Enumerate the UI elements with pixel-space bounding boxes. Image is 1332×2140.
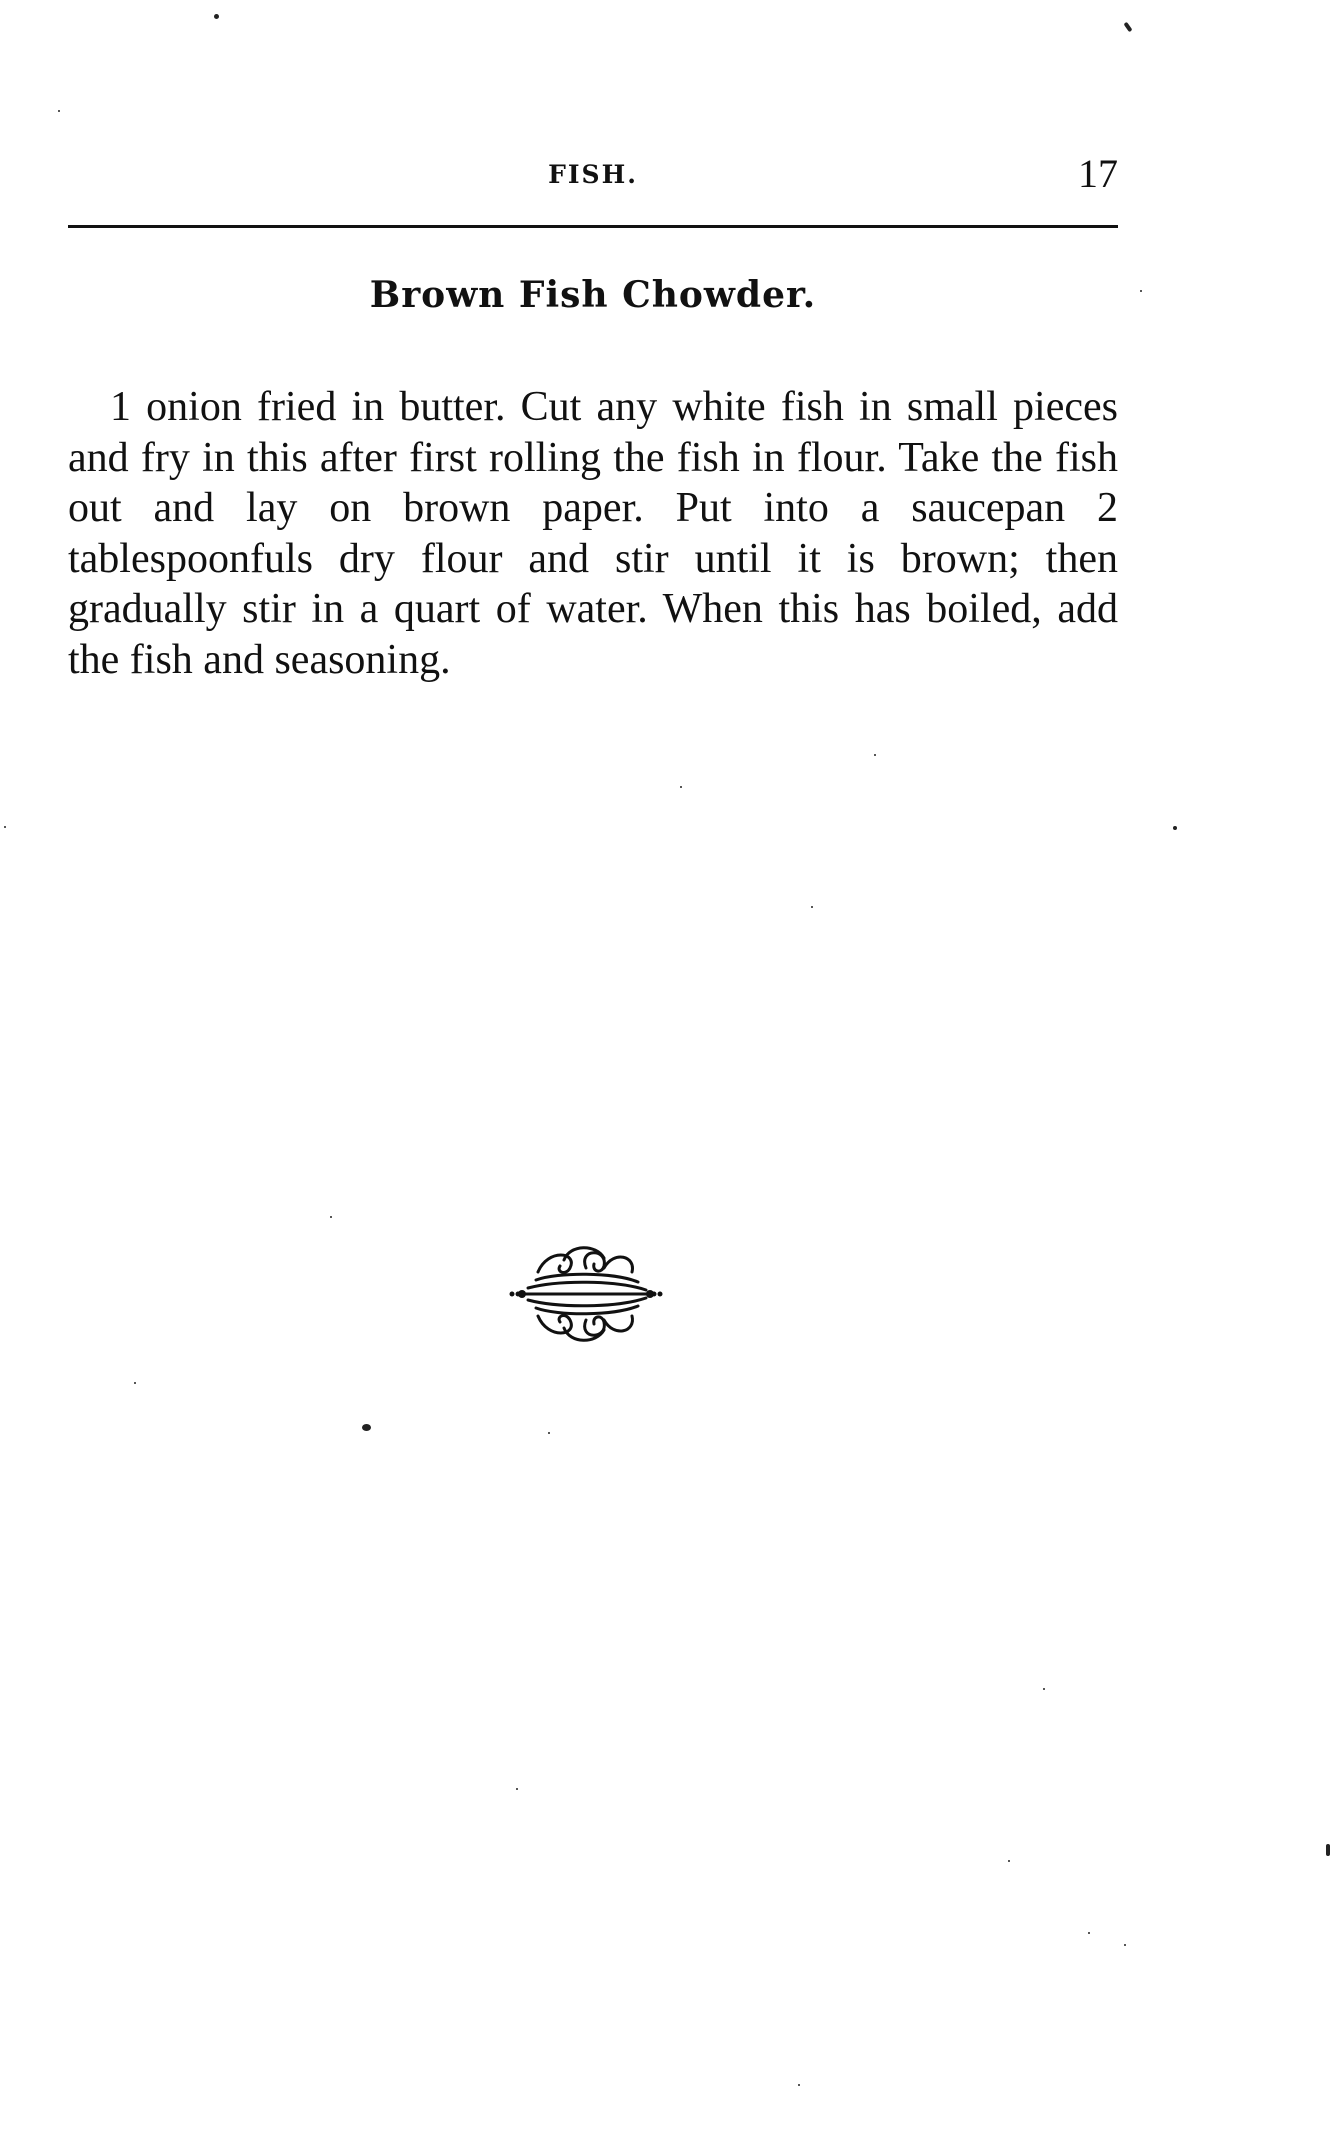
running-title: FISH. [548,160,638,189]
scroll-ornament-icon [508,1238,664,1350]
scan-speck [874,754,876,756]
scan-speck [1043,1688,1045,1690]
scan-speck [1140,290,1142,292]
scan-speck [330,1216,332,1218]
scan-speck [516,1788,518,1790]
scan-speck [548,1432,550,1434]
running-head [68,150,1118,210]
scan-speck [214,14,219,19]
scan-speck [58,110,60,112]
scan-speck [1123,22,1132,32]
scan-speck [680,786,682,788]
scan-speck [1326,1844,1330,1856]
scan-speck [1173,826,1177,830]
scan-speck [1008,1860,1010,1862]
page-number: 17 [1078,151,1118,196]
scan-speck [134,1382,136,1384]
scan-speck [4,826,6,828]
scan-speck [1088,1932,1090,1934]
scan-speck [798,2084,800,2086]
scan-speck [811,906,813,908]
scan-speck [362,1424,371,1431]
recipe-body: 1 onion fried in butter. Cut any white fish in small pieces and fry in this after first rolling the fish in flour. Take the fish out and lay on brown paper. Put into a saucepan 2 tablespoonfuls dry flour and stir until it is brown; then gradually stir in a quart of water. When this has boiled, add the fish and seasoning. [68,384,1118,683]
scan-speck [1124,1944,1126,1946]
recipe-title: Brown Fish Chowder. [369,274,817,316]
header-rule [68,225,1118,228]
